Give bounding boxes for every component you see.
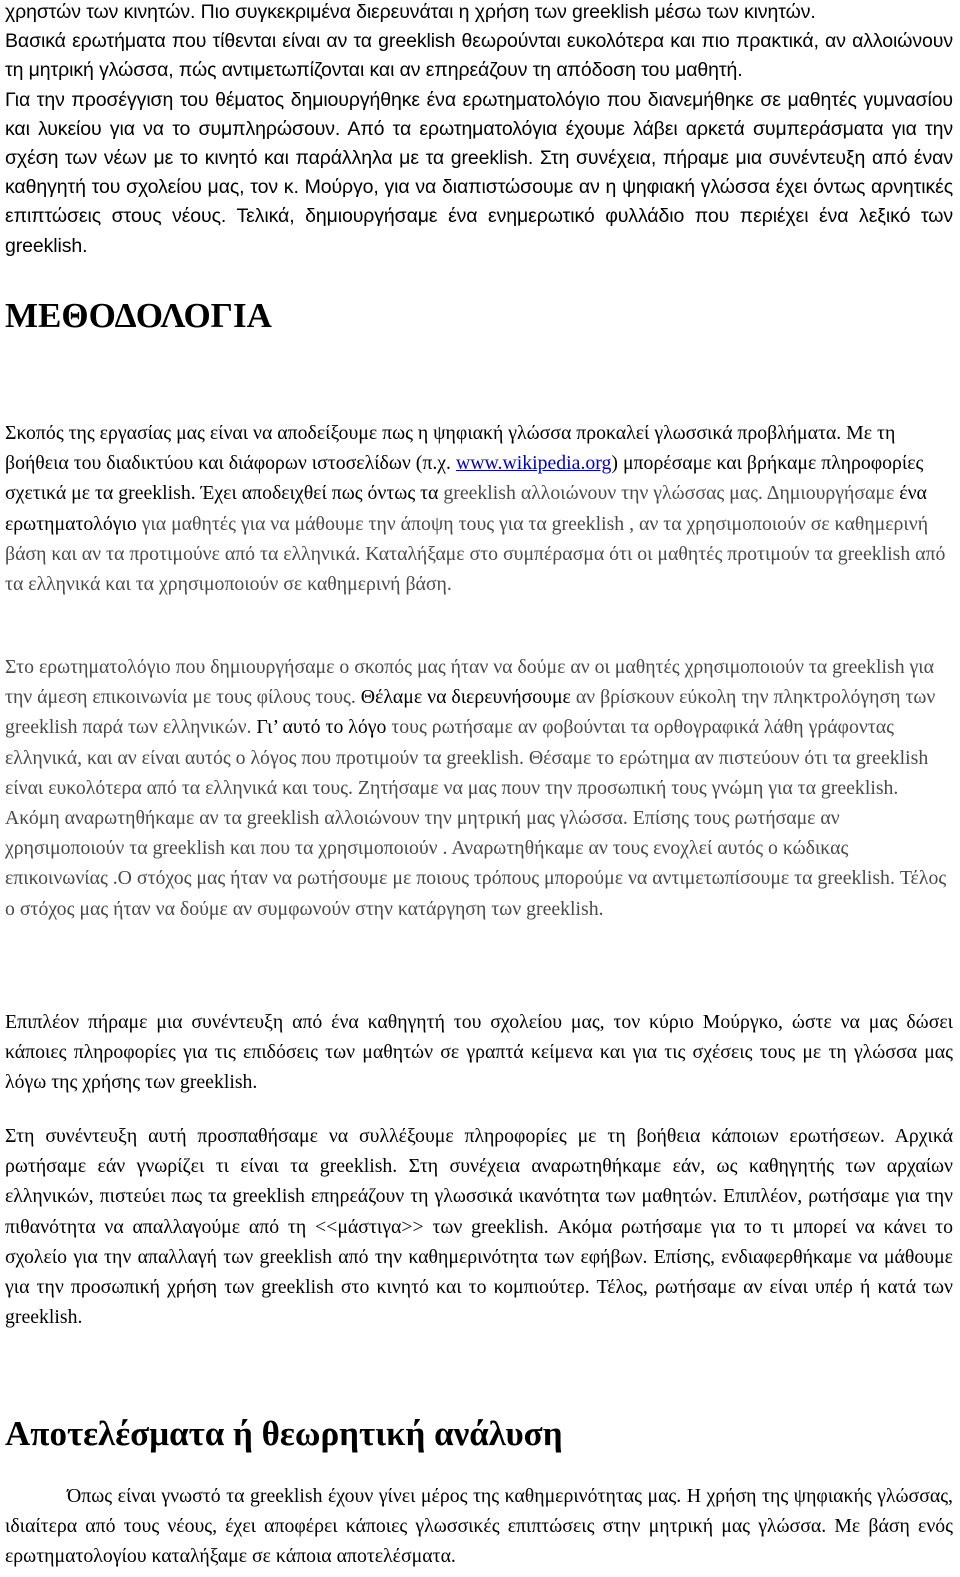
intro-questions: Βασικά ερωτήματα που τίθενται είναι αν τα greeklish θεωρούνται ευκολότερα και πιο πρακτικά, αν αλλοιώνουν τη μητρική γλώσσα, πώς αντιμετωπίζονται και αν επηρεάζουν τη απόδοση του μαθητή. (5, 30, 953, 82)
methodology-p1-text-b: ) μπορέσαμε και βρήκαμε πληροφορίες σχετικά με τα greeklish. Έχει αποδειχθεί πως όντως τα (5, 452, 924, 505)
methodology-p2-text-b: Θέλαμε να διερευνήσουμε (360, 686, 571, 709)
methodology-paragraph-3 (5, 1007, 953, 1098)
methodology-p1-text-d: Δημιουργήσαμε (766, 482, 900, 505)
intro-line-1: χρηστών των κινητών. Πιο συγκεκριμένα διερευνάται η χρήση των greeklish μέσω των κινητών. (5, 1, 816, 23)
intro-approach: Για την προσέγγιση του θέματος δημιουργήθηκε ένα ερωτηματολόγιο που διανεμήθηκε σε μαθητές γυμνασίου και λυκείου για να το συμπληρώσουν. Από τα ερωτηματολόγια έχουμε λάβει αρκετά συμπεράσματα για την σχέση των νέων με το κινητό και παράλληλα με τα greeklish. Στη συνέχεια, πήραμε μια συνέντευξη από έναν καθηγητή του σχολείου μας, τον κ. Μούργο, για να διαπιστώσουμε αν η ψηφιακή γλώσσα έχει όντως αρνητικές επιπτώσεις στους νέους. Τελικά, δημιουργήσαμε ένα ενημερωτικό φυλλάδιο που περιέχει ένα λεξικό των greeklish. (5, 88, 953, 257)
methodology-p1-text-f: για μαθητές για να μάθουμε την άποψη τους για τα greeklish , αν τα χρησιμοποιούν σε καθημερινή βάση και αν τα προτιμούνε από τα ελληνικά. Καταλήξαμε στο συμπέρασμα ότι οι μαθητές προτιμούν τα greeklish από τα ελληνικά και τα χρησιμοποιούν σε καθημερινή βάση. (5, 512, 946, 596)
interview-details: Στη συνέντευξη αυτή προσπαθήσαμε να συλλέξουμε πληροφορίες με τη βοήθεια κάποιων ερωτήσεων. Αρχικά ρωτήσαμε εάν γνωρίζει τι είναι τα greeklish. Στη συνέχεια αναρωτηθήκαμε εάν, ως καθηγητής των αρχαίων ελληνικών, πιστεύει πως τα greeklish επηρεάζουν τη γλωσσικά ικανότητα των μαθητών. Επιπλέον, ρωτήσαμε για την πιθανότητα να απαλλαγούμε από τη <<μάστιγα>> των greeklish. Ακόμα ρωτήσαμε για το τι μπορεί να κάνει το σχολείο για την απαλλαγή των greeklish από την καθημερινότητα των εφήβων. Επίσης, ενδιαφερθήκαμε να μάθουμε για την προσωπική χρήση των greeklish στο κινητό και το κομπιούτερ. Τέλος, ρωτήσαμε αν είναι υπέρ ή κατά των greeklish. (5, 1125, 953, 1329)
methodology-p1-text-c: greeklish αλλοιώνουν την γλώσσας μας. (443, 482, 767, 505)
methodology-p2-text-c: αν βρίσκουν εύκολη την πληκτρολόγηση των greeklish παρά των ελληνικών. (5, 686, 936, 739)
methodology-paragraph-1 (5, 418, 953, 599)
wikipedia-link[interactable]: www.wikipedia.org (455, 452, 612, 475)
results-text: Όπως είναι γνωστό τα greeklish έχουν γίνει μέρος της καθημερινότητας μας. Η χρήση της ψηφιακής γλώσσας, ιδιαίτερα από τους νέους, έχει αποφέρει κάποιες γλωσσικές επιπτώσεις στην μητρική μας γλώσσα. Με βάση ενός ερωτηματολογίου καταλήξαμε σε κάποια αποτελέσματα. (5, 1485, 953, 1568)
intro-section (5, 0, 953, 261)
results-heading: Αποτελέσματα ή θεωρητική ανάλυση (5, 1414, 563, 1453)
methodology-paragraph-4 (5, 1121, 953, 1332)
results-paragraph-1 (5, 1481, 953, 1572)
methodology-paragraph-2 (5, 652, 953, 924)
methodology-heading: ΜΕΘΟΔΟΛΟΓΙΑ (5, 296, 272, 335)
methodology-p2-text-d: Γι’ αυτό το λόγο (256, 716, 387, 739)
methodology-p2-text-a: Στο ερωτηματολόγιο που δημιουργήσαμε ο σκοπός μας ήταν να δούμε αν οι μαθητές χρησιμοποιούν τα greeklish για την άμεση επικοινωνία με τους φίλους τους. (5, 656, 934, 709)
methodology-p1-text-a: Σκοπός της εργασίας μας είναι να αποδείξουμε πως η ψηφιακή γλώσσα προκαλεί γλωσσικά προβλήματα. Με τη βοήθεια του διαδικτύου και διάφορων ιστοσελίδων (π.χ. (5, 422, 896, 475)
methodology-p1-text-e: ένα ερωτηματολόγιο (5, 482, 927, 535)
interview-intro: Επιπλέον πήραμε μια συνέντευξη από ένα καθηγητή του σχολείου μας, τον κύριο Μούργκο, ώστε να μας δώσει κάποιες πληροφορίες για τις επιδόσεις των μαθητών σε γραπτά κείμενα και για τις σχέσεις τους με τη γλώσσα μας λόγω της χρήσης των greeklish. (5, 1011, 953, 1094)
methodology-p2-text-e: τους ρωτήσαμε αν φοβούνται τα ορθογραφικά λάθη γράφοντας ελληνικά, και αν είναι αυτός ο λόγος που προτιμούν τα greeklish. Θέσαμε το ερώτημα αν πιστεύουν ότι τα greeklish είναι ευκολότερα από τα ελληνικά και τους. Ζητήσαμε να μας πουν την προσωπική τους γνώμη για τα greeklish. Ακόμη αναρωτηθήκαμε αν τα greeklish αλλοιώνουν την μητρική μας γλώσσα. Επίσης τους ρωτήσαμε αν χρησιμοποιούν τα greeklish και που τα χρησιμοποιούν . Αναρωτηθήκαμε αν τους ενοχλεί αυτός ο κώδικας επικοινωνίας .Ο στόχος μας ήταν να ρωτήσουμε με ποιους τρόπους μπορούμε να αντιμετωπίσουμε τα greeklish. Τέλος ο στόχος μας ήταν να δούμε αν συμφωνούν στην κατάργηση των greeklish. (5, 716, 947, 920)
